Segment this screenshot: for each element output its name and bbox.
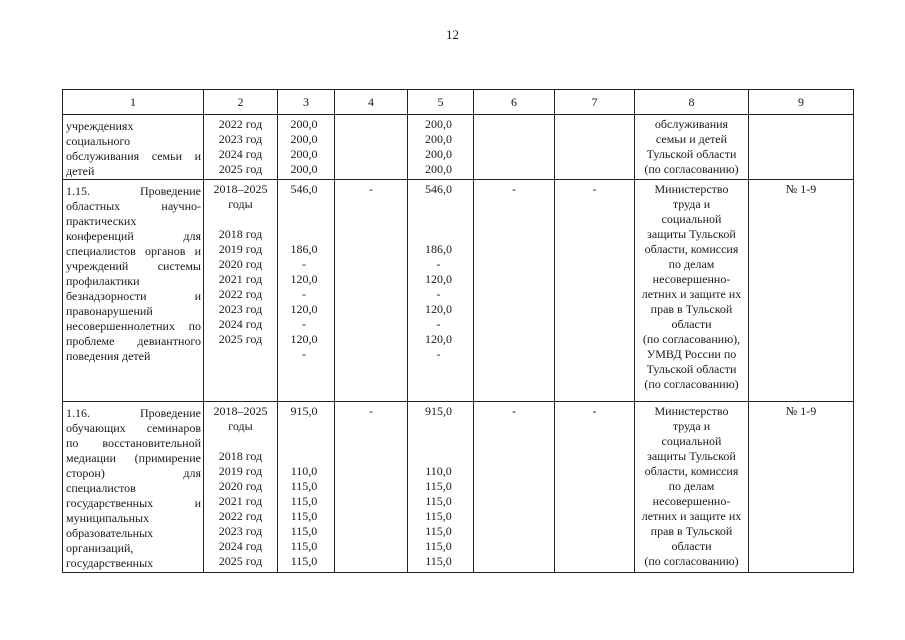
cell-line: -: [436, 317, 441, 331]
cell-line: -: [302, 347, 306, 361]
cell-col6: [474, 180, 555, 402]
cell-line: 2022 год: [218, 509, 263, 523]
table-row: [63, 180, 854, 402]
cell-line: 115,0: [290, 524, 318, 538]
cell-line: области, комиссия: [644, 242, 739, 256]
cell-line: Министерство: [654, 404, 729, 418]
column-header: 3: [278, 90, 335, 115]
cell-line: (по согласованию),: [642, 332, 741, 346]
cell-line: детей: [66, 164, 95, 178]
cell-line: труда и: [672, 197, 711, 211]
cell-line: 2025 год: [218, 162, 263, 176]
cell-col5: [408, 180, 474, 402]
cell-line: 2020 год: [218, 257, 263, 271]
cell-line: 120,0: [425, 302, 452, 316]
cell-line: по делам: [668, 479, 715, 493]
cell-total: [278, 115, 335, 180]
cell-col4: [335, 180, 408, 402]
cell-line: учреждениях: [66, 119, 134, 133]
column-number-row: [63, 90, 854, 115]
cell-line: -: [436, 257, 441, 271]
cell-line: 2018 год: [218, 449, 263, 463]
cell-line: [278, 212, 330, 227]
cell-period: [204, 402, 278, 573]
cell-line: 546,0: [425, 182, 452, 196]
cell-line: 115,0: [425, 494, 452, 508]
cell-line: 200,0: [290, 162, 318, 176]
cell-line: 186,0: [425, 242, 452, 256]
cell-value: [555, 117, 634, 132]
cell-value: [749, 117, 853, 132]
cell-line: 200,0: [290, 117, 318, 131]
cell-value: -: [369, 182, 373, 196]
cell-line: [204, 212, 277, 227]
cell-indicator: [749, 180, 854, 402]
cell-line: [408, 197, 469, 212]
cell-line: 115,0: [290, 509, 318, 523]
cell-period: [204, 180, 278, 402]
cell-line: (по согласованию): [644, 162, 739, 176]
cell-line: муниципальных: [66, 511, 150, 525]
cell-line: 200,0: [425, 117, 452, 131]
cell-line: 115,0: [425, 554, 452, 568]
cell-line: 115,0: [425, 524, 452, 538]
cell-line: проблеме девиантного: [66, 334, 201, 348]
cell-line: -: [436, 287, 441, 301]
cell-line: 115,0: [425, 479, 452, 493]
cell-executor: [635, 402, 749, 573]
cell-col5: [408, 115, 474, 180]
cell-measure: [63, 402, 204, 573]
cell-indicator: [749, 402, 854, 573]
cell-line: социального: [66, 134, 131, 148]
cell-line: 115,0: [290, 479, 318, 493]
cell-line: [408, 227, 469, 242]
cell-line: 2023 год: [218, 302, 263, 316]
table-row: [63, 115, 854, 180]
cell-line: 120,0: [425, 272, 452, 286]
cell-line: несовершеннолетних по: [66, 319, 201, 333]
cell-line: 120,0: [290, 302, 318, 316]
cell-line: 915,0: [290, 404, 318, 418]
cell-line: области: [671, 539, 712, 553]
cell-line: 115,0: [425, 509, 452, 523]
cell-line: годы: [228, 197, 253, 211]
cell-line: специалистов органов и: [66, 244, 201, 258]
cell-line: годы: [228, 419, 253, 433]
cell-line: 115,0: [425, 539, 452, 553]
cell-line: прав в Тульской: [650, 524, 733, 538]
cell-line: 915,0: [425, 404, 452, 418]
cell-line: 2019 год: [218, 242, 263, 256]
column-header: 4: [335, 90, 408, 115]
column-header: 9: [749, 90, 854, 115]
cell-line: конференций для: [66, 229, 201, 243]
cell-line: по делам: [668, 257, 715, 271]
cell-line: 1.15. Проведение: [66, 184, 201, 198]
cell-line: Тульской области: [646, 362, 737, 376]
cell-line: Тульской области: [646, 147, 737, 161]
cell-executor: [635, 115, 749, 180]
cell-line: 2022 год: [218, 117, 263, 131]
cell-line: 120,0: [290, 332, 318, 346]
column-header: 8: [635, 90, 749, 115]
cell-line: [278, 227, 330, 242]
cell-line: 110,0: [290, 464, 318, 478]
cell-line: 186,0: [290, 242, 318, 256]
column-header: 7: [555, 90, 635, 115]
cell-col7: [555, 180, 635, 402]
cell-line: 2018–2025: [213, 182, 268, 196]
cell-line: -: [302, 317, 306, 331]
cell-line: несовершенно-: [652, 494, 731, 508]
cell-line: [204, 434, 277, 449]
cell-value: -: [592, 182, 597, 196]
cell-line: [278, 419, 330, 434]
cell-executor: [635, 180, 749, 402]
cell-line: области: [671, 317, 712, 331]
cell-line: медиации (примирение: [66, 451, 201, 465]
cell-line: поведения детей: [66, 349, 151, 363]
cell-line: прав в Тульской: [650, 302, 733, 316]
cell-line: 200,0: [425, 162, 452, 176]
cell-line: образовательных: [66, 526, 154, 540]
cell-col6: [474, 115, 555, 180]
cell-line: несовершенно-: [652, 272, 731, 286]
cell-col5: [408, 402, 474, 573]
cell-line: 2024 год: [218, 147, 263, 161]
cell-line: профилактики: [66, 274, 140, 288]
column-header: 5: [408, 90, 474, 115]
cell-line: специалистов: [66, 481, 136, 495]
cell-line: обучающих семинаров: [66, 421, 201, 435]
cell-line: 2021 год: [218, 272, 263, 286]
cell-line: учреждений системы: [66, 259, 201, 273]
table-row: [63, 402, 854, 573]
cell-value: -: [512, 404, 516, 418]
cell-line: организаций,: [66, 541, 134, 555]
cell-line: 546,0: [290, 182, 318, 196]
cell-col7: [555, 115, 635, 180]
cell-line: 1.16. Проведение: [66, 406, 201, 420]
cell-line: защиты Тульской: [647, 449, 736, 463]
cell-value: -: [592, 404, 597, 418]
cell-line: социальной: [661, 434, 722, 448]
cell-line: летних и защите их: [641, 509, 742, 523]
cell-value: № 1-9: [785, 182, 817, 196]
cell-line: 200,0: [425, 147, 452, 161]
cell-line: [408, 419, 469, 434]
cell-line: 120,0: [290, 272, 318, 286]
cell-value: № 1-9: [785, 404, 817, 418]
cell-line: 2024 год: [218, 539, 263, 553]
column-header: 6: [474, 90, 555, 115]
cell-indicator: [749, 115, 854, 180]
cell-line: -: [436, 347, 441, 361]
cell-line: защиты Тульской: [647, 227, 736, 241]
cell-line: обслуживания: [654, 117, 729, 131]
cell-line: сторон) для: [66, 466, 201, 480]
cell-line: 2023 год: [218, 132, 263, 146]
cell-value: [335, 117, 407, 132]
cell-line: 2024 год: [218, 317, 263, 331]
cell-measure: [63, 115, 204, 180]
cell-col7: [555, 402, 635, 573]
cell-line: [408, 212, 469, 227]
cell-value: [474, 117, 554, 132]
cell-line: [408, 449, 469, 464]
cell-col4: [335, 115, 408, 180]
cell-line: 2023 год: [218, 524, 263, 538]
cell-line: Министерство: [654, 182, 729, 196]
cell-line: области, комиссия: [644, 464, 739, 478]
cell-line: 2020 год: [218, 479, 263, 493]
cell-line: безнадзорности и: [66, 289, 201, 303]
cell-line: (по согласованию): [644, 377, 739, 391]
cell-line: практических: [66, 214, 137, 228]
cell-total: [278, 402, 335, 573]
cell-line: (по согласованию): [644, 554, 739, 568]
cell-line: [278, 197, 330, 212]
cell-line: 2022 год: [218, 287, 263, 301]
cell-line: -: [302, 287, 306, 301]
cell-value: -: [512, 182, 516, 196]
cell-line: 115,0: [290, 539, 318, 553]
cell-line: 120,0: [425, 332, 452, 346]
cell-line: 2025 год: [218, 332, 263, 346]
cell-line: по восстановительной: [66, 436, 201, 450]
cell-line: обслуживания семьи и: [66, 149, 201, 163]
cell-line: летних и защите их: [641, 287, 742, 301]
cell-line: 200,0: [290, 147, 318, 161]
cell-col4: [335, 402, 408, 573]
cell-col6: [474, 402, 555, 573]
cell-line: 110,0: [425, 464, 452, 478]
cell-line: 115,0: [290, 554, 318, 568]
cell-line: социальной: [661, 212, 722, 226]
cell-total: [278, 180, 335, 402]
cell-line: 2018–2025: [213, 404, 268, 418]
cell-period: [204, 115, 278, 180]
page-number: 12: [446, 27, 459, 42]
cell-line: [408, 434, 469, 449]
cell-line: государственных: [66, 556, 154, 570]
cell-line: [278, 449, 330, 464]
cell-line: 2025 год: [218, 554, 263, 568]
cell-line: 115,0: [290, 494, 318, 508]
cell-measure: [63, 180, 204, 402]
cell-line: труда и: [672, 419, 711, 433]
cell-line: 200,0: [425, 132, 452, 146]
cell-line: правонарушений: [66, 304, 153, 318]
cell-line: 200,0: [290, 132, 318, 146]
cell-line: -: [302, 257, 306, 271]
cell-line: семьи и детей: [655, 132, 728, 146]
cell-line: 2018 год: [218, 227, 263, 241]
column-header: 1: [63, 90, 204, 115]
cell-line: государственных и: [66, 496, 201, 510]
cell-line: областных научно-: [66, 199, 201, 213]
cell-line: [278, 434, 330, 449]
cell-line: УМВД России по: [646, 347, 737, 361]
column-header: 2: [204, 90, 278, 115]
cell-line: 2019 год: [218, 464, 263, 478]
program-table: [62, 89, 854, 573]
cell-value: -: [369, 404, 373, 418]
cell-line: 2021 год: [218, 494, 263, 508]
